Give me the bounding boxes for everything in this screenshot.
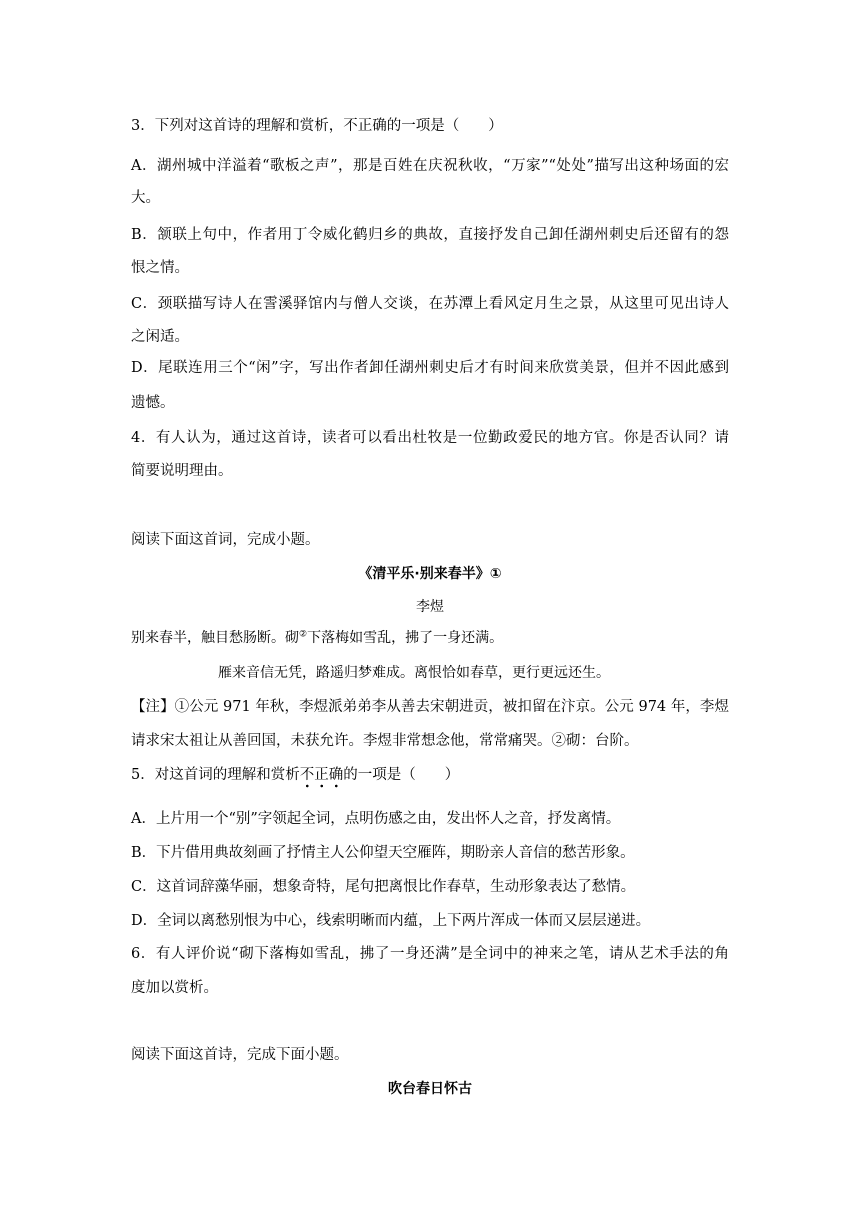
question-3-option-d-line-2: 遗憾。: [131, 395, 175, 411]
note-line-1: 【注】①公元 971 年秋，李煜派弟弟李从善去宋朝进贡，被扣留在汴京。公元 974 年，李煜: [131, 699, 729, 715]
question-6-line-1: 6．有人评价说“砌下落梅如雪乱，拂了一身还满”是全词中的神来之笔，请从艺术手法的角: [131, 946, 729, 962]
question-4-line-1: 4．有人认为，通过这首诗，读者可以看出杜牧是一位勤政爱民的地方官。你是否认同？请: [131, 430, 729, 446]
question-5-option-c: C．这首词辞藻华丽，想象奇特，尾句把离恨比作春草，生动形象表达了愁情。: [131, 879, 636, 895]
question-3-option-d-line-1: D．尾联连用三个“闲”字，写出作者卸任湖州刺史后才有时间来欣赏美景，但并不因此感到: [131, 360, 729, 376]
question-3-option-a-line-1: A．湖州城中洋溢着“歌板之声”，那是百姓在庆祝秋收，“万家”“处处”描写出这种场面的宏: [131, 158, 729, 174]
question-5-option-b: B．下片借用典故刻画了抒情主人公仰望天空雁阵，期盼亲人音信的愁苦形象。: [131, 845, 635, 861]
section-2-intro: 阅读下面这首词，完成小题。: [131, 532, 320, 548]
poem-verse-1-part-a: 别来春半，触目愁肠断。砌: [131, 630, 299, 646]
question-6-line-2: 度加以赏析。: [131, 980, 218, 996]
poem-verse-2: 雁来音信无凭，路遥归梦难成。离恨恰如春草，更行更远还生。: [218, 665, 610, 681]
poem-verse-1-part-b: 下落梅如雪乱，拂了一身还满。: [307, 630, 504, 646]
question-3-option-b-line-1: B．颔联上句中，作者用丁令威化鹤归乡的典故，直接抒发自己卸任湖州刺史后还留有的怨: [131, 227, 729, 243]
question-3-option-a-line-2: 大。: [131, 190, 160, 206]
question-3-option-c-line-2: 之闲适。: [131, 329, 189, 345]
question-5-option-d: D．全词以离愁别恨为中心，线索明晰而内蕴，上下两片浑成一体而又层层递进。: [131, 913, 651, 929]
footnote-marker: ②: [299, 629, 308, 640]
question-4-line-2: 简要说明理由。: [131, 463, 233, 479]
note-line-2: 请求宋太祖让从善回国，未获允许。李煜非常想念他，常常痛哭。②砌：台阶。: [131, 733, 639, 749]
question-3-option-c-line-1: C．颈联描写诗人在霅溪驿馆内与僧人交谈，在苏潭上看风定月生之景，从这里可见出诗人: [131, 296, 729, 312]
poem-title: 《清平乐·别来春半》①: [358, 566, 502, 582]
poem-2-title: 吹台春日怀古: [388, 1081, 472, 1097]
emphasis-text: 不正确: [300, 767, 344, 788]
question-5-stem-part-a: 5．对这首词的理解和赏析: [131, 767, 300, 783]
question-5-stem: [131, 765, 459, 785]
question-5-option-a: A．上片用一个“别”字领起全词，点明伤感之由，发出怀人之音，抒发离情。: [131, 811, 621, 827]
question-5-stem-part-b: 的一项是（ ）: [343, 767, 460, 783]
poem-verse-1: [131, 628, 503, 648]
question-3-option-b-line-2: 恨之情。: [131, 260, 189, 276]
section-3-intro: 阅读下面这首诗，完成下面小题。: [131, 1047, 349, 1063]
poem-author: 李煜: [416, 599, 444, 615]
question-3-stem: 3．下列对这首诗的理解和赏析，不正确的一项是（ ）: [131, 118, 503, 134]
